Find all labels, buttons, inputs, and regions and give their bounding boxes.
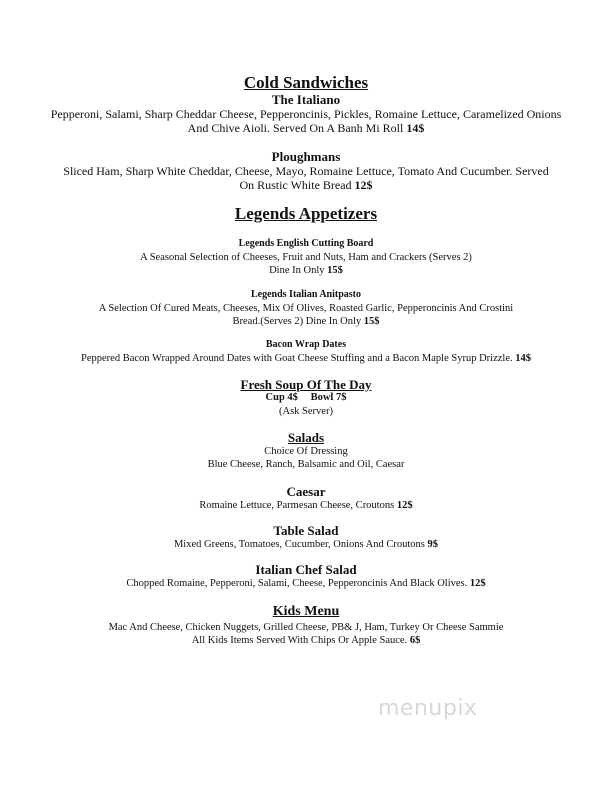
kids-desc-line1: Mac And Cheese, Chicken Nuggets, Grilled Cheese, PB& J, Ham, Turkey Or Cheese Sammie — [108, 622, 504, 633]
kids-heading: Kids Menu — [272, 604, 340, 619]
soup-heading: Fresh Soup Of The Day — [240, 377, 372, 392]
salads-dressing-label: Choice Of Dressing — [264, 446, 348, 457]
cutting-board-desc-text: Dine In Only — [269, 265, 325, 276]
bacon-dates-desc-text: Peppered Bacon Wrapped Around Dates with Goat Cheese Stuffing and a Bacon Maple Syrup Drizzle. — [81, 353, 513, 364]
kids-desc-line2 — [30, 634, 582, 647]
kids-desc-text: All Kids Items Served With Chips Or Apple Sauce. — [191, 635, 408, 646]
antipasto-desc-line1: A Selection Of Cured Meats, Cheeses, Mix Of Olives, Roasted Garlic, Pepperoncinis And Crostini — [98, 303, 514, 314]
chef-salad-name: Italian Chef Salad — [255, 562, 357, 577]
salads-dressing-options: Blue Cheese, Ranch, Balsamic and Oil, Caesar — [207, 459, 405, 470]
soup-cup-price: Cup 4$ — [265, 392, 298, 403]
bacon-dates-name: Bacon Wrap Dates — [265, 339, 347, 350]
cutting-board-desc-line2 — [30, 264, 582, 277]
bacon-dates-price: 14$ — [515, 353, 531, 364]
ploughmans-price: 12$ — [354, 178, 373, 192]
salads-heading: Salads — [287, 430, 325, 445]
caesar-name: Caesar — [286, 484, 326, 499]
ploughmans-desc-line2 — [30, 178, 582, 193]
cutting-board-price: 15$ — [327, 265, 343, 276]
ploughmans-name: Ploughmans — [271, 149, 341, 164]
antipasto-name: Legends Italian Anitpasto — [250, 289, 362, 300]
caesar-desc-text: Romaine Lettuce, Parmesan Cheese, Croutons — [199, 500, 395, 511]
ploughmans-desc-line1: Sliced Ham, Sharp White Cheddar, Cheese, Mayo, Romaine Lettuce, Tomato And Cucumber. Served — [63, 164, 549, 178]
italiano-desc-line1: Pepperoni, Salami, Sharp Cheddar Cheese, Pepperoncinis, Pickles, Romaine Lettuce, Caramelized Onions — [50, 107, 562, 121]
antipasto-price: 15$ — [363, 316, 380, 327]
soup-prices — [30, 392, 582, 403]
caesar-desc — [30, 499, 582, 512]
chef-salad-price: 12$ — [469, 578, 486, 589]
soup-note: (Ask Server) — [279, 406, 333, 417]
antipasto-desc-line2 — [30, 315, 582, 328]
cutting-board-desc-line1: A Seasonal Selection of Cheeses, Fruit and Nuts, Ham and Crackers (Serves 2) — [140, 252, 472, 263]
italiano-desc-text: And Chive Aioli. Served On A Banh Mi Roll — [187, 121, 404, 135]
table-salad-price: 9$ — [427, 539, 439, 550]
table-salad-desc — [30, 538, 582, 551]
italiano-desc-line2 — [30, 121, 582, 136]
appetizers-heading: Legends Appetizers — [234, 204, 378, 223]
kids-price: 6$ — [409, 635, 421, 646]
soup-bowl-price: Bowl 7$ — [310, 392, 347, 403]
chef-salad-desc — [30, 577, 582, 590]
cutting-board-name: Legends English Cutting Board — [238, 238, 374, 249]
antipasto-desc-text: Bread.(Serves 2) Dine In Only — [232, 316, 362, 327]
ploughmans-desc-text: On Rustic White Bread — [239, 178, 352, 192]
caesar-price: 12$ — [396, 500, 413, 511]
italiano-price: 14$ — [406, 121, 425, 135]
chef-salad-desc-text: Chopped Romaine, Pepperoni, Salami, Cheese, Pepperoncinis And Black Olives. — [126, 578, 468, 589]
table-salad-name: Table Salad — [273, 523, 339, 538]
bacon-dates-desc — [30, 352, 582, 365]
table-salad-desc-text: Mixed Greens, Tomatoes, Cucumber, Onions And Croutons — [173, 539, 425, 550]
cold-sandwiches-heading: Cold Sandwiches — [243, 73, 369, 92]
menupix-watermark: menupix — [378, 696, 478, 721]
italiano-name: The Italiano — [271, 92, 341, 107]
